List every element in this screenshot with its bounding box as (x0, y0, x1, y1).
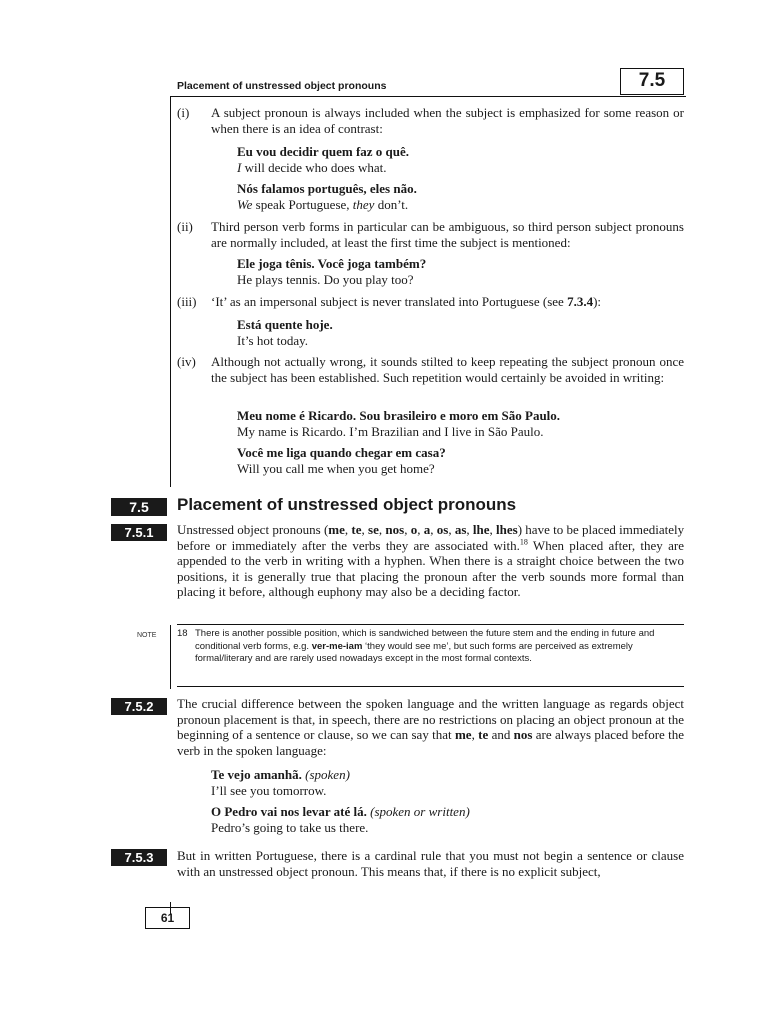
item-marker: (iii) (177, 294, 197, 309)
example-english: don’t. (374, 196, 409, 212)
pronoun: te (351, 522, 362, 537)
item-text: A subject pronoun is always included when the subject is emphasized for some reason or when there is an idea of contrast: (211, 105, 684, 136)
pronoun: a (423, 522, 431, 537)
pronoun: as (454, 522, 467, 537)
subsection-label: 7.5.3 (111, 849, 167, 866)
pronoun: nos (385, 522, 405, 537)
note-top-rule (177, 624, 684, 625)
subsection-paragraph: But in written Portuguese, there is a cardinal rule that you must not begin a sentence or clause with an unstressed object pronoun. This means that, if there is no explicit subject, (177, 848, 684, 879)
example-english: He plays tennis. Do you play too? (237, 271, 414, 287)
example-register: (spoken or written) (370, 804, 470, 819)
example-register: (spoken) (305, 767, 350, 782)
subsection-paragraph: Unstressed object pronouns (me, te, se, nos, o, a, os, as, lhe, lhes) have to be placed immediately before or immediately after the verbs they are associated with.$^{18}$ When placed after, they are appended to the verb in writing with a hyphen. When there is a straight choice between the two positions, it is generally true that placing the pronoun after the verb sounds more formal than placing it before, although euphony may also be a deciding factor. (177, 522, 685, 600)
cross-reference: 7.3.4 (567, 294, 594, 309)
item-marker: (iv) (177, 354, 196, 369)
item-text: Third person verb forms in particular can be ambiguous, so third person subject pronouns are normally included, at least the first time the subject is mentioned: (211, 219, 684, 250)
footnote-number: 18 (177, 628, 188, 639)
footnote-text: There is another possible position, which is sandwiched between the future stem and the ending in future and conditional verb forms, e.g. ver-me-iam ‘they would see me’, but such forms are perceived as extremely formal/literary and are rarely used nowadays except in the most formal contexts. (195, 628, 655, 665)
pronoun-list: me, te, se, nos, o, a, os, as, lhe, lhes (328, 522, 518, 537)
example (237, 317, 333, 348)
pronoun: lhes (496, 522, 518, 537)
example (237, 408, 560, 439)
example-portuguese: Ele joga tênis. Você joga também? (237, 256, 427, 271)
example-pronoun: We (237, 196, 253, 212)
example-portuguese: Você me liga quando chegar em casa? (237, 445, 446, 460)
example-english: I’ll see you tomorrow. (211, 782, 327, 798)
example (211, 767, 350, 798)
example-portuguese: Eu vou decidir quem faz o quê. (237, 144, 410, 159)
subsection-label: 7.5.1 (111, 524, 167, 541)
item-text: Although not actually wrong, it sounds stilted to keep repeating the subject pronoun once the subject has been established. Such repetition would certainly be avoided in writing: (211, 354, 684, 385)
section-number-box: 7.5 (620, 68, 684, 95)
example-portuguese: Te vejo amanhã. (211, 767, 302, 782)
example (237, 445, 446, 476)
item-marker: (ii) (177, 219, 193, 234)
example-pronoun: I (237, 159, 242, 175)
pronoun: me (328, 522, 345, 537)
section-heading: Placement of unstressed object pronouns (177, 495, 517, 514)
footnote-example: ver-me-iam (311, 640, 363, 652)
note-bottom-rule (177, 686, 684, 687)
pronoun: se (368, 522, 379, 537)
example-pronoun: they (352, 196, 375, 212)
example (211, 804, 470, 835)
running-head-title: Placement of unstressed object pronouns (177, 80, 387, 92)
header-rule (170, 96, 686, 97)
subsection-label: 7.5.2 (111, 698, 167, 715)
example-portuguese: Meu nome é Ricardo. Sou brasileiro e moro em São Paulo. (237, 408, 561, 423)
note-margin-rule (170, 625, 171, 689)
section-label: 7.5 (111, 498, 167, 516)
example-english: Pedro’s going to take us there. (211, 819, 369, 835)
pronoun: lhe (472, 522, 490, 537)
example-portuguese: O Pedro vai nos levar até lá. (211, 804, 367, 819)
note-tag: NOTE (137, 632, 157, 639)
example-portuguese: Nós falamos português, eles não. (237, 181, 417, 196)
pronoun: os (436, 522, 449, 537)
item-marker: (i) (177, 105, 190, 120)
page-number: 61 (145, 907, 190, 929)
example-english: speak Portuguese, (252, 196, 353, 212)
example-english: My name is Ricardo. I’m Brazilian and I live in São Paulo. (237, 423, 544, 439)
example (237, 256, 426, 287)
example (237, 181, 417, 212)
example-portuguese: Está quente hoje. (237, 317, 333, 332)
pronoun: o (410, 522, 418, 537)
item-text: ‘It’ as an impersonal subject is never translated into Portuguese (see 7.3.4): (211, 294, 602, 309)
example-english: Will you call me when you get home? (237, 460, 435, 476)
footnote-ref: 18 (519, 537, 528, 547)
example (237, 144, 409, 175)
subsection-paragraph: The crucial difference between the spoken language and the written language as regards object pronoun placement is that, in speech, there are no restrictions on placing an object pronoun at the beginning of a sentence or clause, so we can say that me, te and nos are always placed before the verb in the spoken language: (177, 696, 684, 758)
example-english: It’s hot today. (237, 332, 309, 348)
left-margin-rule (170, 97, 171, 487)
example-english: will decide who does what. (241, 159, 387, 175)
